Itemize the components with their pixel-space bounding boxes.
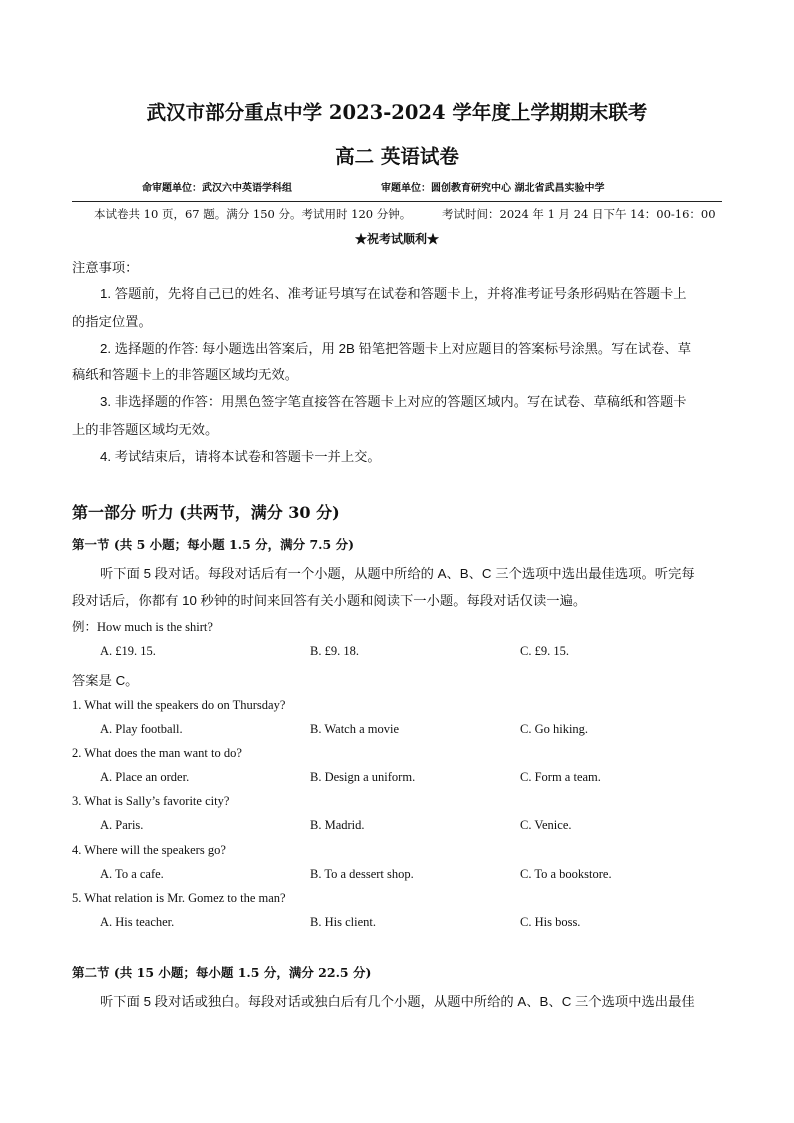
notice-item-1-cont: 的指定位置。 [72, 314, 152, 329]
notice-item-3-cont: 上的非答题区域均无效。 [72, 422, 219, 437]
example-option-a: A. £19. 15. [100, 644, 156, 658]
option-c: C. His boss. [520, 915, 581, 929]
example-answer: 答案是 C。 [72, 673, 139, 688]
question-stem: 4. Where will the speakers go? [72, 843, 226, 857]
option-a: A. His teacher. [100, 915, 175, 929]
option-b: B. His client. [310, 915, 376, 929]
section2-instructions: 听下面 5 段对话或独白。每段对话或独白后有几个小题，从题中所给的 A、B、C 三个选项中选出最佳 [100, 994, 695, 1009]
option-a: A. Place an order. [100, 770, 190, 784]
question-stem: 1. What will the speakers do on Thursday? [72, 698, 286, 712]
question-stem: 5. What relation is Mr. Gomez to the man? [72, 891, 286, 905]
question-stem: 2. What does the man want to do? [72, 746, 242, 760]
exam-title: 武汉市部分重点中学 2023-2024 学年度上学期期末联考 [146, 101, 648, 124]
option-b: B. Madrid. [310, 818, 365, 832]
option-b: B. Watch a movie [310, 722, 400, 736]
exam-subtitle: 高二 英语试卷 [335, 145, 459, 168]
notice-item-4: 4. 考试结束后，请将本试卷和答题卡一并上交。 [100, 449, 381, 464]
notice-item-2: 2. 选择题的作答: 每小题选出答案后，用 2B 铅笔把答题卡上对应题目的答案标号涂黑。写在试卷、草 [100, 341, 691, 356]
example-option-c: C. £9. 15. [520, 644, 569, 658]
example-question: 例：How much is the shirt? [72, 620, 213, 634]
section1-heading: 第一节 (共 5 小题；每小题 1.5 分，满分 7.5 分) [72, 537, 354, 552]
notice-item-3: 3. 非选择题的作答：用黑色签字笔直接答在答题卡上对应的答题区域内。写在试卷、草稿纸和答题卡 [100, 394, 687, 409]
option-a: A. To a cafe. [100, 867, 164, 881]
header-divider [72, 201, 722, 202]
option-c: C. Form a team. [520, 770, 601, 784]
section1-instructions-cont: 段对话后，你都有 10 秒钟的时间来回答有关小题和阅读下一小题。每段对话仅读一遍。 [72, 593, 587, 608]
exam-time: 考试时间：2024 年 1 月 24 日下午 14：00-16：00 [442, 207, 716, 221]
option-a: A. Play football. [100, 722, 183, 736]
section2-heading: 第二节 (共 15 小题；每小题 1.5 分，满分 22.5 分) [72, 965, 372, 980]
option-c: C. Venice. [520, 818, 572, 832]
option-b: B. To a dessert shop. [310, 867, 414, 881]
part1-heading: 第一部分 听力 (共两节，满分 30 分) [72, 503, 340, 522]
option-a: A. Paris. [100, 818, 144, 832]
option-c: C. To a bookstore. [520, 867, 612, 881]
section1-instructions: 听下面 5 段对话。每段对话后有一个小题，从题中所给的 A、B、C 三个选项中选出最佳选项。听完每 [100, 566, 695, 581]
exam-info: 本试卷共 10 页，67 题。满分 150 分。考试用时 120 分钟。 [94, 207, 412, 221]
review-unit: 审题单位：圆创教育研究中心 湖北省武昌实验中学 [381, 183, 605, 194]
example-option-b: B. £9. 18. [310, 644, 359, 658]
option-b: B. Design a uniform. [310, 770, 416, 784]
notice-item-1: 1. 答题前，先将自己已的姓名、准考证号填写在试卷和答题卡上，并将准考证号条形码贴在答题卡上 [100, 286, 687, 301]
question-stem: 3. What is Sally’s favorite city? [72, 794, 230, 808]
notice-item-2-cont: 稿纸和答题卡上的非答题区域均无效。 [72, 367, 299, 382]
good-luck-banner: ★祝考试顺利★ [354, 232, 439, 246]
option-c: C. Go hiking. [520, 722, 589, 736]
author-unit: 命审题单位：武汉六中英语学科组 [142, 183, 292, 194]
notice-heading: 注意事项： [72, 260, 139, 275]
